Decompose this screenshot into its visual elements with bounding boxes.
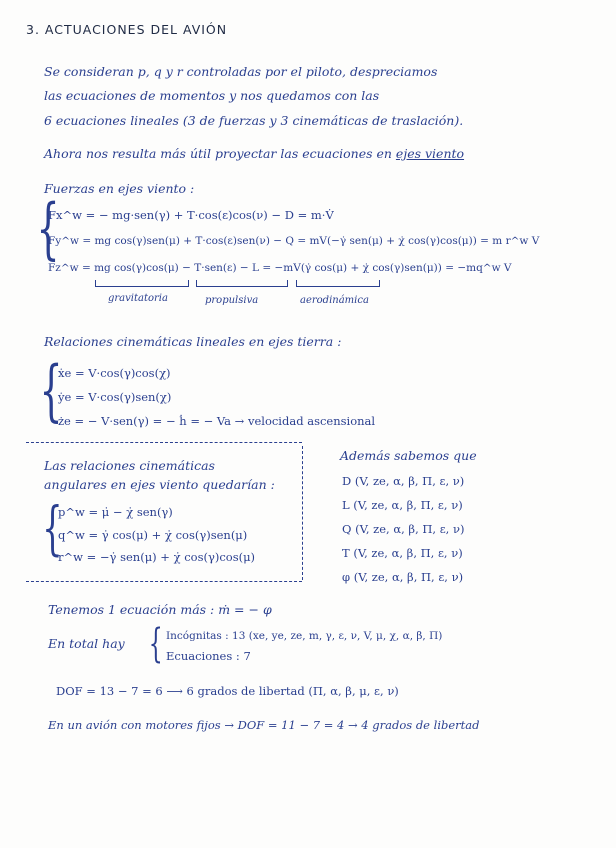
kin-heading: Relaciones cinemáticas lineales en ejes tierra : <box>44 334 342 349</box>
force-label-aero: aerodinámica <box>300 295 369 306</box>
also-lift: L (V, ze, α, β, Π, ε, ν) <box>342 498 463 512</box>
also-fuel: φ (V, ze, α, β, Π, ε, ν) <box>342 570 464 584</box>
force-eq-y: Fy^w = mg cos(γ)sen(μ) + T·cos(ε)sen(ν) − Q = mV(−γ̇ sen(μ) + χ̇ cos(γ)cos(μ)) = m r^w V <box>48 235 540 247</box>
angular-eq-p: p^w = μ̇ − χ̇ sen(γ) <box>58 505 173 519</box>
intro-line-1: Se consideran p, q y r controladas por el piloto, despreciamos <box>44 64 438 79</box>
unknowns-line: Incógnitas : 13 (xe, ye, ze, m, γ, ε, ν, V, μ, χ, α, β, Π) <box>166 630 443 642</box>
also-heading: Además sabemos que <box>340 448 477 463</box>
force-label-propulsion: propulsiva <box>205 295 259 306</box>
kin-eq-x: ẋe = V·cos(γ)cos(χ) <box>58 366 171 380</box>
box-bottom-dash <box>26 581 302 582</box>
gravity-underbrace <box>95 280 189 287</box>
force-eq-z: Fz^w = mg cos(γ)cos(μ) − T·sen(ε) − L = −mV(γ̇ cos(μ) + χ̇ cos(γ)sen(μ)) = −mq^w V <box>48 262 512 274</box>
also-drag: D (V, ze, α, β, Π, ε, ν) <box>342 474 465 488</box>
kin-eq-y: ẏe = V·cos(γ)sen(χ) <box>58 390 172 404</box>
angular-eq-r: r^w = −γ̇ sen(μ) + χ̇ cos(γ)cos(μ) <box>58 550 256 564</box>
intro-line-3: 6 ecuaciones lineales (3 de fuerzas y 3 cinemáticas de traslación). <box>44 113 464 128</box>
aero-underbrace <box>296 280 380 287</box>
angular-heading-2: angulares en ejes viento quedarían : <box>44 477 275 492</box>
fixed-engines-line: En un avión con motores fijos → DOF = 11 − 7 = 4 → 4 grados de libertad <box>48 718 480 732</box>
dof-line: DOF = 13 − 7 = 6 ⟶ 6 grados de libertad (Π, α, β, μ, ε, ν) <box>56 684 399 698</box>
also-side: Q (V, ze, α, β, Π, ε, ν) <box>342 522 465 536</box>
angular-brace: { <box>42 494 63 562</box>
kin-eq-z: że = − V·sen(γ) = − ḣ = − Va → velocidad ascensional <box>58 414 376 428</box>
angular-eq-q: q^w = γ̇ cos(μ) + χ̇ cos(γ)sen(μ) <box>58 528 248 542</box>
total-brace: { <box>148 621 163 667</box>
total-label: En total hay <box>48 636 125 651</box>
section-title: 3. ACTUACIONES DEL AVIÓN <box>26 22 228 37</box>
forces-brace: { <box>36 190 60 267</box>
equations-line: Ecuaciones : 7 <box>166 649 251 663</box>
propulsion-underbrace <box>196 280 288 287</box>
intro-line-2: las ecuaciones de momentos y nos quedamos con las <box>44 88 380 103</box>
box-top-dash <box>26 442 302 443</box>
angular-heading-1: Las relaciones cinemáticas <box>44 458 215 473</box>
projection-emphasis: ejes viento <box>395 146 465 161</box>
extra-equation: Tenemos 1 ecuación más : ṁ = − φ <box>48 602 272 617</box>
projection-text: Ahora nos resulta más útil proyectar las ecuaciones en <box>44 146 392 161</box>
kin-brace: { <box>39 352 63 429</box>
also-thrust: T (V, ze, α, β, Π, ε, ν) <box>342 546 463 560</box>
projection-line <box>44 146 464 161</box>
force-eq-x: Fx^w = − mg·sen(γ) + T·cos(ε)cos(ν) − D = m·V̇ <box>48 208 334 222</box>
force-label-gravity: gravitatoria <box>108 293 168 304</box>
box-right-dash <box>302 446 303 580</box>
forces-heading: Fuerzas en ejes viento : <box>44 181 195 196</box>
